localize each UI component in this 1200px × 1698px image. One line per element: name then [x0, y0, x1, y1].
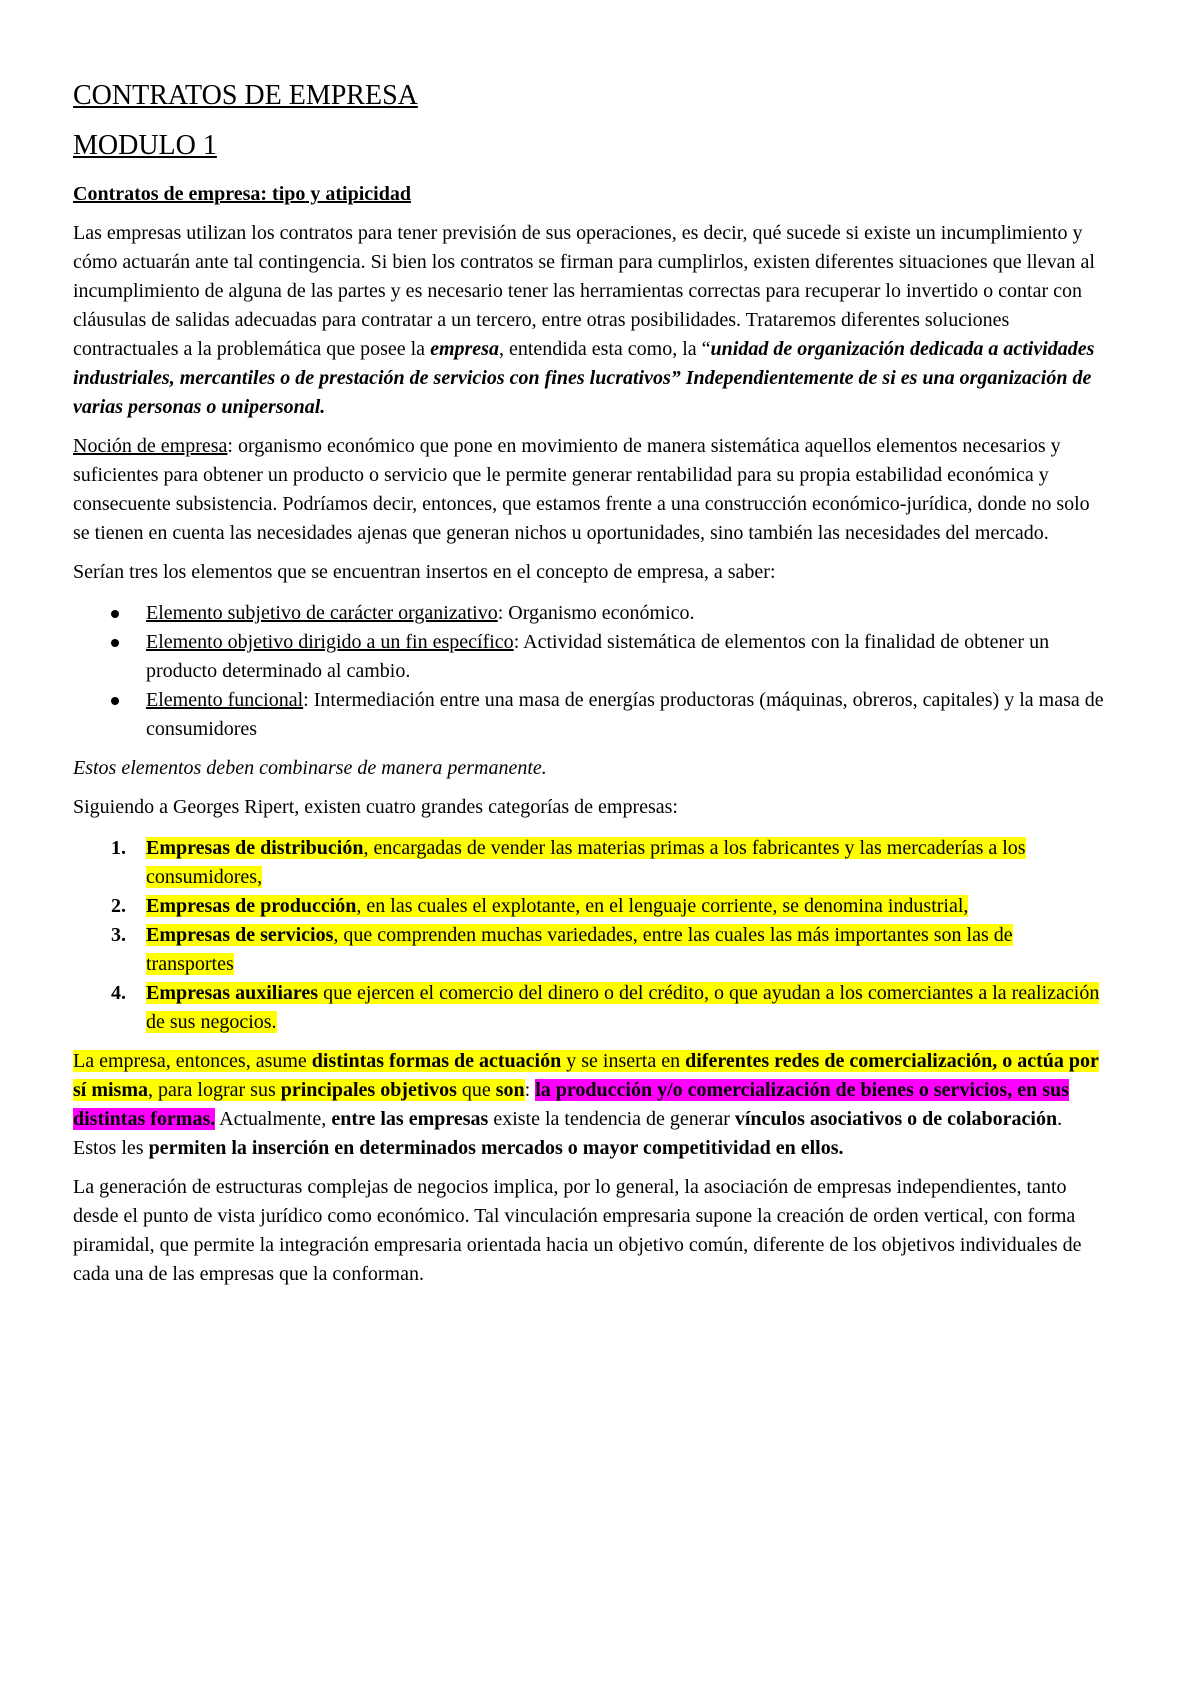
- list-item: [73, 892, 1105, 921]
- elements-list: [73, 599, 1105, 744]
- actuacion-text: . Estos les: [73, 1108, 1063, 1159]
- list-item: [73, 686, 1105, 744]
- category-label: Empresas de servicios: [146, 924, 334, 946]
- intro-definition: unidad de organización dedicada a actividades industriales, mercantiles o de prestación de servicios con fines lucrativos” Independientemente de si es una organización de varias personas o unipersonal.: [73, 338, 1095, 418]
- elements-intro: Serían tres los elementos que se encuentran insertos en el concepto de empresa, a saber:: [73, 561, 776, 583]
- category-label: Empresas de distribución: [146, 837, 364, 859]
- actuacion-text: Actualmente,: [215, 1108, 332, 1130]
- category-text: , que comprenden muchas variedades, entre las cuales las más importantes son las de transportes: [146, 924, 1013, 975]
- categories-list: [73, 834, 1105, 1037]
- category-text: , encargadas de vender las materias primas a los fabricantes y las mercaderías a los consumidores,: [146, 837, 1026, 888]
- final-paragraph: La generación de estructuras complejas de negocios implica, por lo general, la asociación de empresas independientes, tanto desde el punto de vista jurídico como económico. Tal vinculación empresaria supone la creación de orden vertical, con forma piramidal, que permite la integración empresaria orientada hacia un objetivo común, diferente de los objetivos individuales de cada una de las empresas que la conforman.: [73, 1176, 1082, 1285]
- bullet-icon: [111, 697, 119, 705]
- actuacion-text: La empresa, entonces, asume: [73, 1050, 312, 1072]
- category-label: Empresas auxiliares: [146, 982, 319, 1004]
- nocion-paragraph: [73, 432, 1105, 548]
- intro-text: Las empresas utilizan los contratos para tener previsión de sus operaciones, es decir, qué sucede si existe un incumplimiento y cómo actuarán ante tal contingencia. Si bien los contratos se firman para cumplirlos, existen diferentes situaciones que llevan al incumplimiento de alguna de las partes y es necesario tener las herramientas correctas para recuperar lo invertido o contar con cláusulas de salidas adecuadas para contratar a un tercero, entre otras posibilidades. Trataremos diferentes soluciones contractuales a la problemática que posee la: [73, 222, 1095, 360]
- nocion-label: Noción de empresa: [73, 435, 228, 457]
- actuacion-bold: son: [495, 1079, 525, 1101]
- actuacion-paragraph: [73, 1047, 1105, 1163]
- item-number: 3.: [111, 924, 126, 946]
- list-item: [73, 628, 1105, 686]
- module-heading: MODULO 1: [73, 130, 217, 161]
- actuacion-bold: entre las empresas: [331, 1108, 489, 1130]
- actuacion-text: existe la tendencia de generar: [488, 1108, 735, 1130]
- item-number: 2.: [111, 895, 126, 917]
- elements-note: Estos elementos deben combinarse de manera permanente.: [73, 757, 547, 779]
- categories-intro: Siguiendo a Georges Ripert, existen cuatro grandes categorías de empresas:: [73, 796, 678, 818]
- intro-paragraph: [73, 219, 1105, 422]
- actuacion-text: que: [456, 1079, 496, 1101]
- intro-text-2: , entendida esta como, la “: [498, 338, 711, 360]
- actuacion-bold: vínculos asociativos o de colaboración: [734, 1108, 1058, 1130]
- category-text: que ejercen el comercio del dinero o del crédito, o que ayudan a los comerciantes a la realización de sus negocios.: [146, 982, 1100, 1033]
- actuacion-bold: distintas formas de actuación: [311, 1050, 562, 1072]
- element-text: : Actividad sistemática de elementos con la finalidad de obtener un producto determinado al cambio.: [146, 631, 1050, 682]
- bullet-icon: [111, 610, 119, 618]
- category-text: , en las cuales el explotante, en el lenguaje corriente, se denomina industrial,: [356, 895, 969, 917]
- item-number: 1.: [111, 837, 126, 859]
- item-number: 4.: [111, 982, 126, 1004]
- actuacion-highlight-magenta: la producción y/o comercialización de bienes o servicios, en sus distintas formas.: [73, 1079, 1069, 1130]
- element-text: : Organismo económico.: [497, 602, 695, 624]
- actuacion-text: , para lograr sus: [148, 1079, 281, 1101]
- list-item: [73, 921, 1105, 979]
- list-item: [73, 979, 1105, 1037]
- category-label: Empresas de producción: [146, 895, 357, 917]
- element-label: Elemento funcional: [146, 689, 304, 711]
- element-text: : Intermediación entre una masa de energías productoras (máquinas, obreros, capitales) y la masa de consumidores: [146, 689, 1104, 740]
- actuacion-text: :: [524, 1079, 536, 1101]
- actuacion-text: y se inserta en: [561, 1050, 686, 1072]
- actuacion-bold: principales objetivos: [280, 1079, 457, 1101]
- nocion-text: : organismo económico que pone en movimiento de manera sistemática aquellos elementos necesarios y suficientes para obtener un producto o servicio que le permite generar rentabilidad para su propia estabilidad económica y consecuente subsistencia. Podríamos decir, entonces, que estamos frente a una construcción económico-jurídica, donde no solo se tienen en cuenta las necesidades ajenas que generan nichos u oportunidades, sino también las necesidades del mercado.: [73, 435, 1090, 544]
- actuacion-bold: permiten la inserción en determinados mercados o mayor competitividad en ellos.: [148, 1137, 844, 1159]
- list-item: [73, 599, 1105, 628]
- element-label: Elemento objetivo dirigido a un fin específico: [146, 631, 514, 653]
- list-item: [73, 834, 1105, 892]
- actuacion-bold: diferentes redes de comercialización, o actúa por sí misma: [73, 1050, 1099, 1101]
- section-title: Contratos de empresa: tipo y atipicidad: [73, 183, 411, 205]
- bullet-icon: [111, 639, 119, 647]
- document-title: CONTRATOS DE EMPRESA: [73, 80, 418, 111]
- element-label: Elemento subjetivo de carácter organizativo: [146, 602, 498, 624]
- intro-empresa-term: empresa: [430, 338, 499, 360]
